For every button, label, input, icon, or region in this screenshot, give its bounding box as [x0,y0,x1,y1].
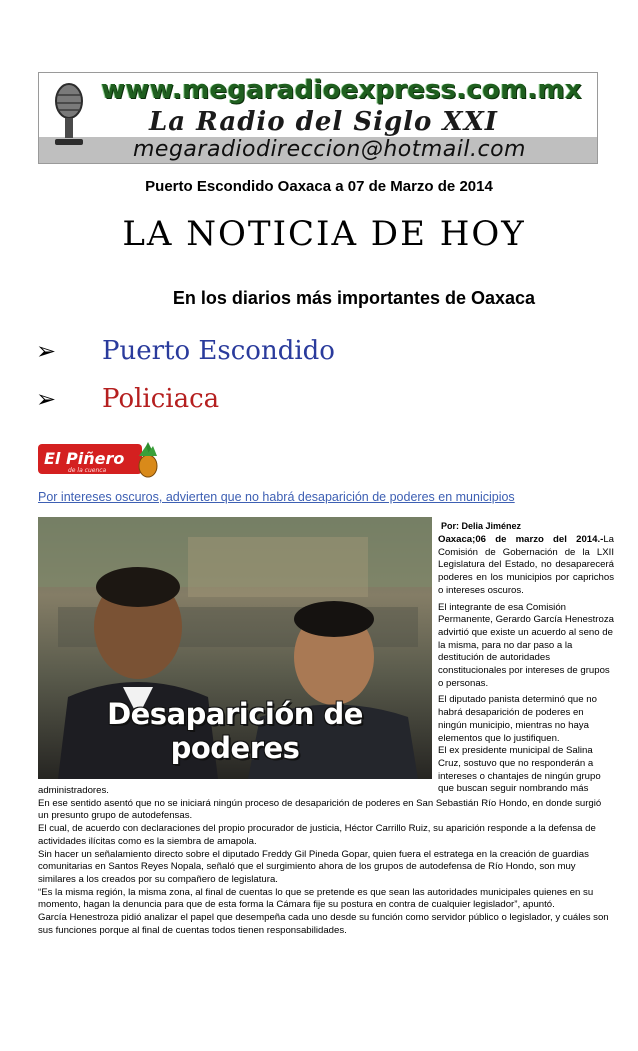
article-body [38,785,612,937]
body-paragraph: El cual, de acuerdo con declaraciones del propio procurador de justicia, Héctor Carrillo Ruiz, su aparición responde a la defensa de actividades ilícitas como es la siembra de amapola. [38,823,596,847]
article-photo [38,517,432,779]
svg-text:de la cuenca: de la cuenca [68,467,107,474]
bullet-item-policiaca [36,384,596,424]
article-title-link[interactable]: Por intereses oscuros, advierten que no habrá desaparición de poderes en municipios [38,490,515,504]
header-banner [38,72,598,164]
banner-email[interactable]: megaradiodireccion@hotmail.com [133,137,526,162]
subheading: En los diarios más importantes de Oaxaca [172,288,536,308]
column-paragraph: El ex presidente municipal de Salina Cruz, sostuvo que no responderán a intereses o chantajes de ningún grupo que buscan seguir nombrando más [438,745,601,795]
body-paragraph: “Es la misma región, la misma zona, al final de cuentas lo que se pretende es que sean las autoridades municipales quienes en su momento, hagan la denuncia para que de esta forma la Cámara fije su postura en contra de cualquier legislador”, apuntó. [38,886,594,911]
article-side-column [438,534,614,796]
byline: Por: Delia Jiménez [441,521,522,531]
bullet-label: Policiaca [102,384,220,414]
banner-slogan: La Radio del Siglo XXI [149,107,498,137]
source-logo [38,440,162,480]
microphone-icon [45,79,93,159]
photo-caption: Desaparición de poderes [107,697,363,765]
bullet-item-puerto-escondido [36,336,596,376]
lead-text: La Comisión de Gobernación de la LXII Legislatura del Estado, no desaparecerá poderes en los municipios por caprichos o intereses oscuros. [438,534,614,596]
body-paragraph: En ese sentido asentó que no se iniciará ningún proceso de desaparición de poderes en San Sebastián Río Hondo, en donde surgió un presunto grupo de autodefensas. [38,797,602,822]
arrow-bullet-icon: ➢ [36,337,57,365]
banner-url[interactable]: www.megaradioexpress.com.mx [101,75,582,105]
lead-date: Oaxaca;06 de marzo del 2014.- [438,534,604,545]
column-paragraph: El diputado panista determinó que no habrá desaparición de poderes en ningún municipio, mientras no haya elementos que lo justifiquen. [438,694,597,744]
body-paragraph: Sin hacer un señalamiento directo sobre el diputado Freddy Gil Pineda Gopar, quien fuera el estratega en la creación de guardias comunitarias en Santos Reyes Nopala, señaló que el surgimiento ahora de los grupos de autodefensa de Río Hondo, son muy similares a los creados por su compañero de legislatura. [38,848,589,885]
body-paragraph: García Henestroza pidió analizar el papel que desempeña cada uno desde su función como servidor público o legislador, y cuáles son sus funciones porque al final de cuentas todos tienen responsabilidades. [38,912,609,936]
dateline: Puerto Escondido Oaxaca a 07 de Marzo de 2014 [145,178,493,195]
lead-paragraph [438,534,614,598]
body-paragraph: administradores. [38,785,109,796]
column-paragraph: El integrante de esa Comisión Permanente, Gerardo García Henestroza advirtió que existe un acuerdo al seno de la misma, para no dar paso a la destitución de autoridades constitucionales por intereses de grupos o personas. [438,601,614,689]
arrow-bullet-icon: ➢ [36,385,57,413]
bullet-label: Puerto Escondido [102,336,335,366]
svg-text:El Piñero: El Piñero [44,449,125,468]
page-title: LA NOTICIA DE HOY [122,214,526,254]
